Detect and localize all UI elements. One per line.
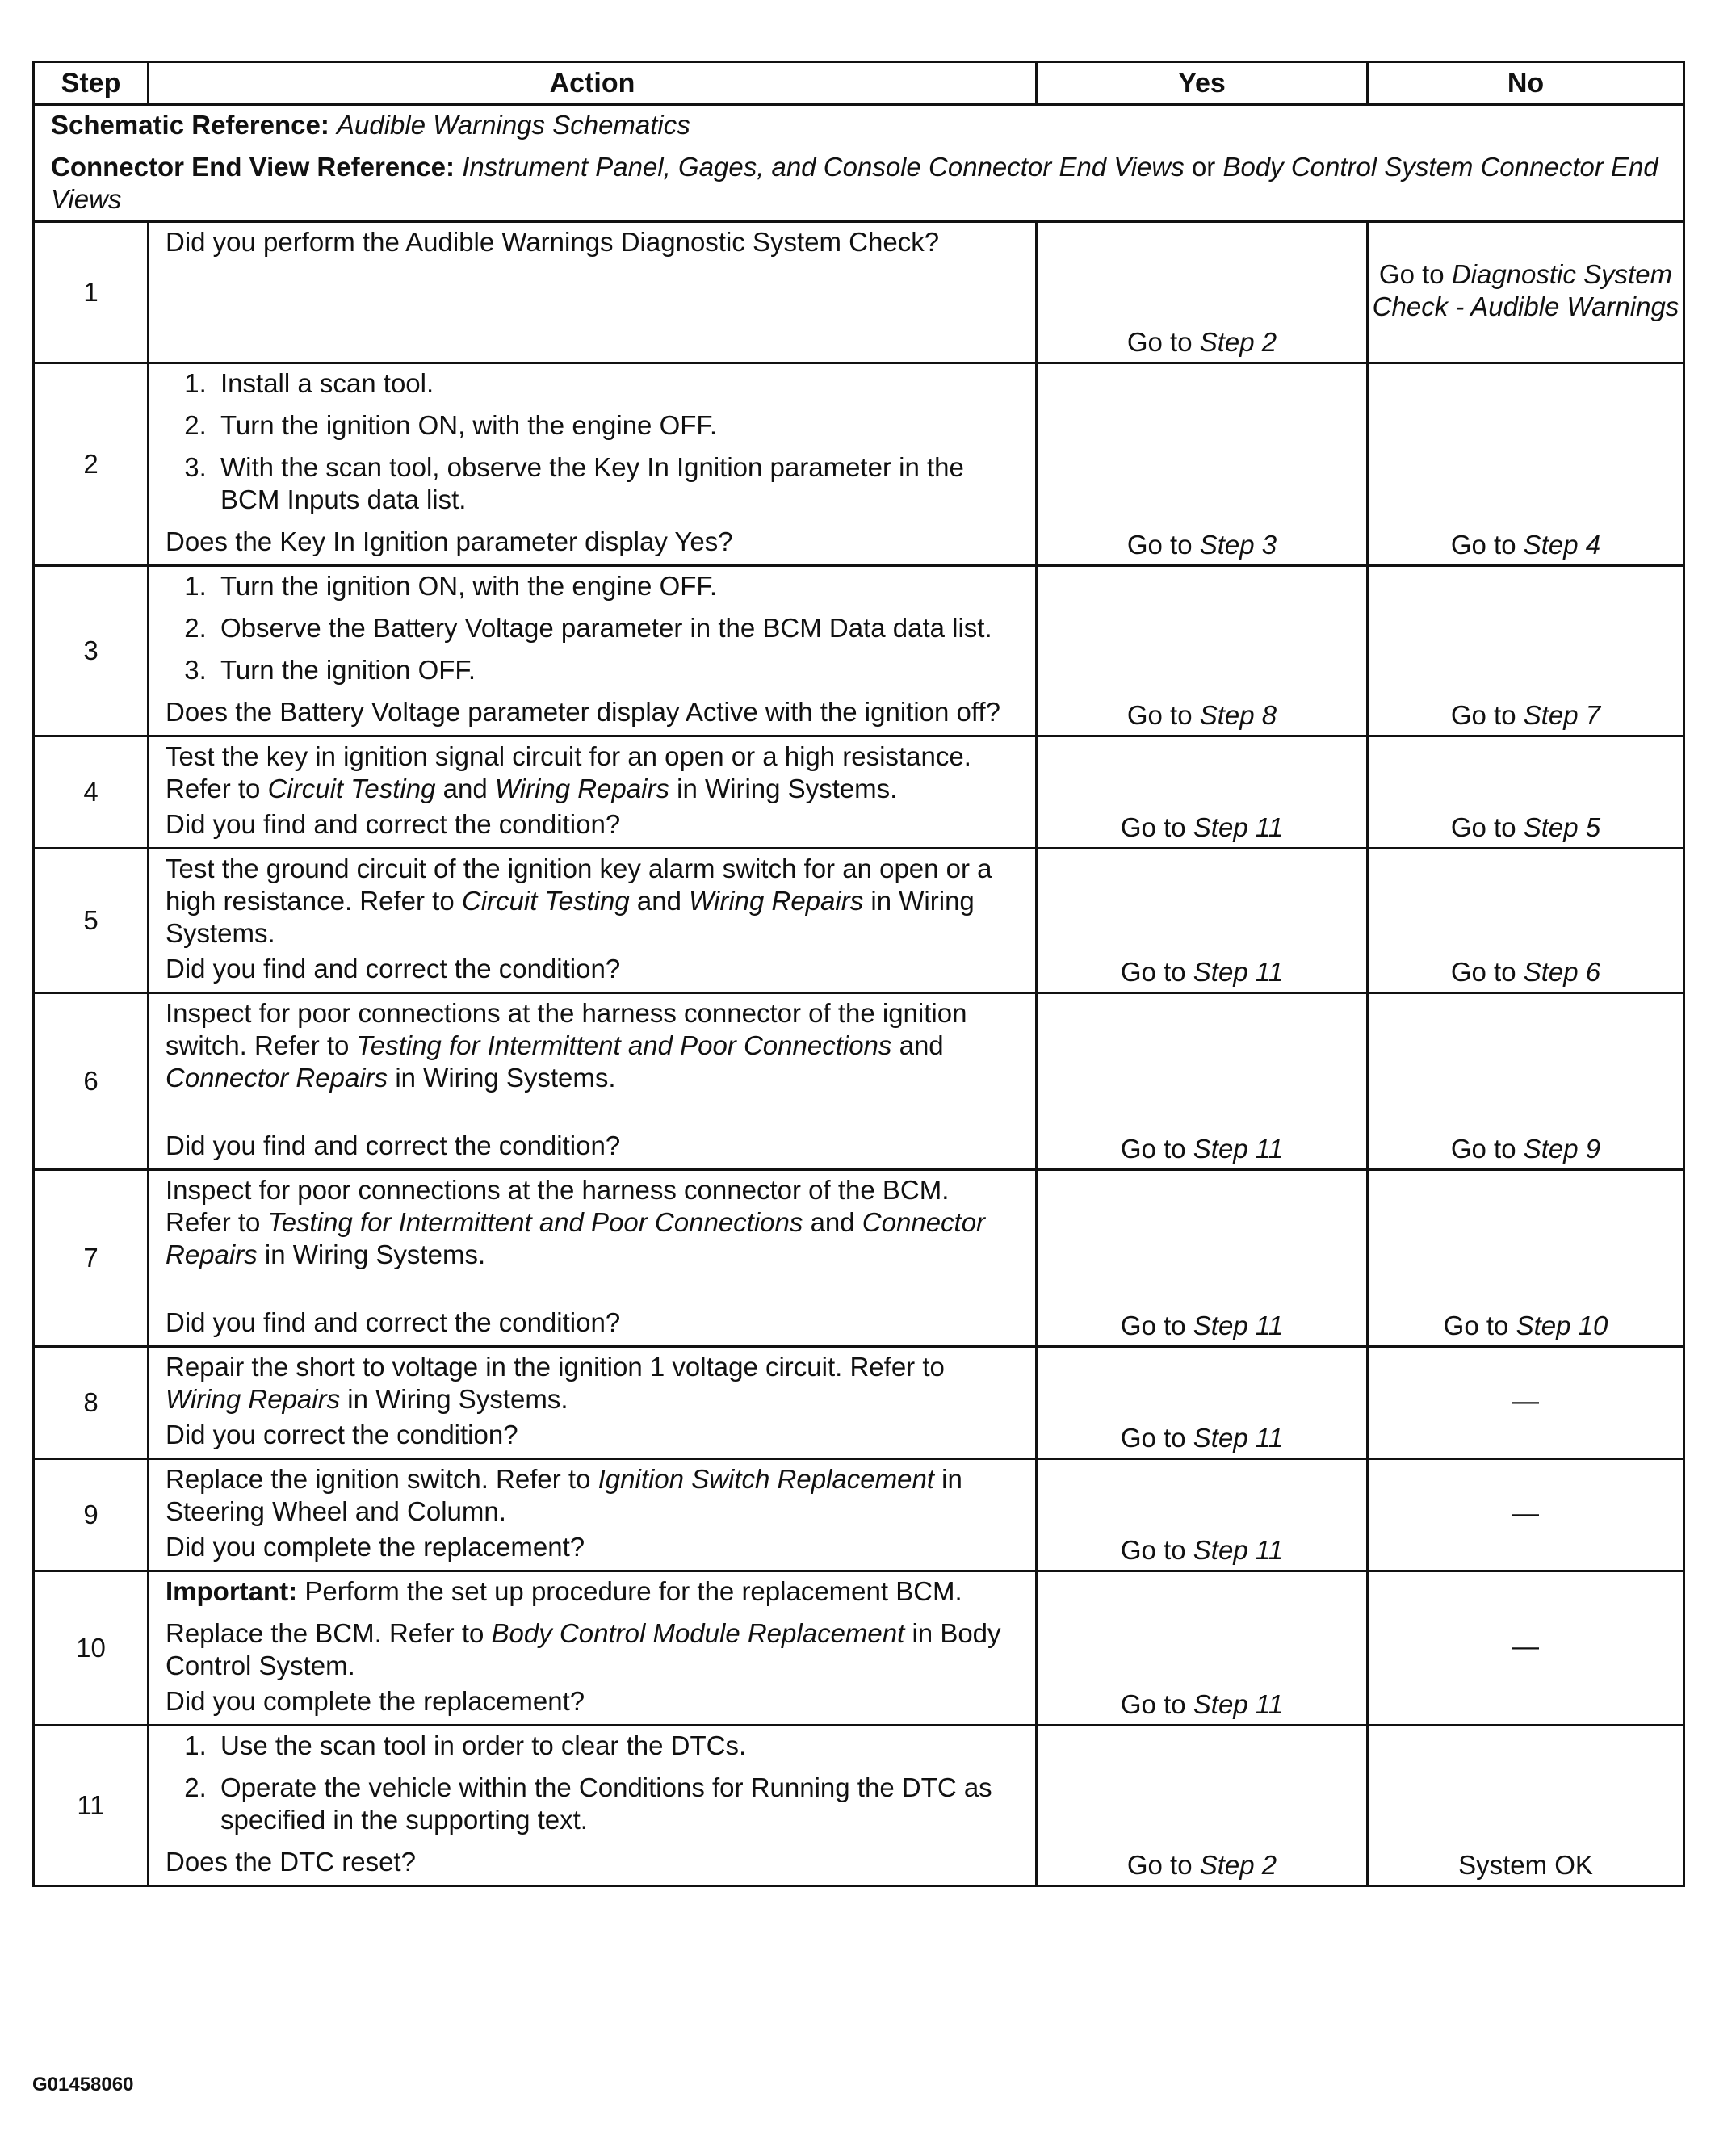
- question: Did you find and correct the condition?: [166, 1307, 621, 1337]
- instruction-text: Replace the BCM. Refer to: [166, 1618, 484, 1648]
- question: Did you complete the replacement?: [166, 1686, 585, 1716]
- question: Did you correct the condition?: [166, 1420, 518, 1449]
- question: Does the Key In Ignition parameter display Yes?: [166, 526, 733, 556]
- go-to-text: Go to: [1120, 957, 1186, 987]
- go-to-text: Go to: [1126, 327, 1193, 357]
- go-to-text: Go to: [1450, 1134, 1516, 1164]
- instruction: [166, 997, 1019, 1094]
- action-cell: [149, 849, 1037, 993]
- instruction-text: Repair the short to voltage in the ignition 1 voltage circuit. Refer to: [166, 1352, 945, 1382]
- step-row-6: [34, 993, 1684, 1170]
- step-number: 3: [34, 566, 149, 736]
- step-number: 1: [34, 222, 149, 363]
- reference-link[interactable]: Testing for Intermittent and Poor Connections: [267, 1207, 803, 1237]
- step-row-10: [34, 1571, 1684, 1726]
- instruction-text: Test the key in ignition signal circuit for an open or a high resistance. Refer to: [166, 741, 971, 803]
- no-cell: [1368, 993, 1684, 1170]
- procedure-item: 2. Operate the vehicle within the Conditions for Running the DTC as specified in the supporting text.: [214, 1772, 1019, 1836]
- procedure-item: 3. Turn the ignition OFF.: [214, 654, 1019, 686]
- question: Did you find and correct the condition?: [166, 809, 621, 839]
- go-to-text: Go to: [1120, 1311, 1186, 1340]
- instruction: [166, 740, 1019, 805]
- action-cell: [149, 993, 1037, 1170]
- schematic-reference-link[interactable]: Audible Warnings Schematics: [337, 110, 690, 140]
- go-to-text: Go to: [1120, 1423, 1186, 1453]
- yes-step-link[interactable]: Step 11: [1193, 1134, 1284, 1164]
- yes-step-link[interactable]: Step 11: [1193, 1535, 1284, 1565]
- yes-cell: [1037, 222, 1368, 363]
- step-number: 4: [34, 736, 149, 849]
- yes-cell: [1037, 566, 1368, 736]
- connector-reference-or: or: [1191, 152, 1216, 182]
- no-cell: [1368, 566, 1684, 736]
- no-step-link[interactable]: Step 7: [1523, 700, 1601, 730]
- step-row-3: [34, 566, 1684, 736]
- go-to-text: Go to: [1450, 957, 1516, 987]
- yes-step-link[interactable]: Step 11: [1193, 812, 1284, 842]
- step-number: 5: [34, 849, 149, 993]
- instruction-text: in Body Control System.: [166, 1618, 1001, 1680]
- go-to-text: Go to: [1450, 530, 1516, 560]
- action-cell: [149, 1170, 1037, 1347]
- yes-cell: [1037, 993, 1368, 1170]
- yes-cell: [1037, 1571, 1368, 1726]
- diagnostic-table: [32, 61, 1685, 1887]
- step-row-4: [34, 736, 1684, 849]
- instruction-text: in Wiring Systems.: [264, 1239, 486, 1269]
- reference-link[interactable]: Circuit Testing: [267, 774, 436, 803]
- spacer: [166, 1094, 1019, 1126]
- question: Did you complete the replacement?: [166, 1532, 585, 1562]
- instruction-text: in Wiring Systems.: [677, 774, 898, 803]
- reference-row: [34, 105, 1684, 222]
- yes-cell: [1037, 849, 1368, 993]
- instruction-text: in Wiring Systems.: [347, 1384, 568, 1414]
- reference-link[interactable]: Circuit Testing: [461, 886, 630, 916]
- go-to-text: Go to: [1126, 700, 1193, 730]
- spacer: [166, 1271, 1019, 1303]
- step-number: 7: [34, 1170, 149, 1347]
- no-cell: [1368, 736, 1684, 849]
- instruction: [166, 1174, 1019, 1271]
- reference-link[interactable]: Connector Repairs: [166, 1063, 388, 1093]
- no-cell: [1368, 1170, 1684, 1347]
- connector-reference-link-2[interactable]: Body Control System Connector End Views: [51, 152, 1658, 214]
- instruction-text: and: [636, 886, 681, 916]
- yes-cell: [1037, 363, 1368, 566]
- no-step-link[interactable]: Step 10: [1516, 1311, 1608, 1340]
- procedure-item: 1. Install a scan tool.: [214, 367, 1019, 400]
- step-row-9: [34, 1459, 1684, 1571]
- question: Does the Battery Voltage parameter display Active with the ignition off?: [166, 697, 1000, 727]
- action-cell: [149, 222, 1037, 363]
- procedure-item: 2. Observe the Battery Voltage parameter in the BCM Data data list.: [214, 612, 1019, 644]
- yes-step-link[interactable]: Step 11: [1193, 957, 1284, 987]
- step-row-1: [34, 222, 1684, 363]
- go-to-text: Go to: [1450, 700, 1516, 730]
- go-to-text: Go to: [1378, 259, 1445, 289]
- step-number: 8: [34, 1347, 149, 1459]
- connector-reference: [51, 151, 1667, 216]
- go-to-text: Go to: [1120, 1689, 1186, 1719]
- no-step-link[interactable]: Step 5: [1523, 812, 1601, 842]
- figure-id: G01458060: [32, 2074, 134, 2095]
- question: Did you find and correct the condition?: [166, 954, 621, 984]
- yes-step-link[interactable]: Step 11: [1193, 1689, 1284, 1719]
- procedure-list: [166, 570, 1019, 686]
- step-number: 10: [34, 1571, 149, 1726]
- go-to-text: Go to: [1120, 1134, 1186, 1164]
- no-cell: —: [1368, 1347, 1684, 1459]
- yes-step-link[interactable]: Step 3: [1199, 530, 1277, 560]
- no-step-link[interactable]: Step 4: [1523, 530, 1601, 560]
- procedure-item: 1. Turn the ignition ON, with the engine OFF.: [214, 570, 1019, 602]
- go-to-text: Go to: [1443, 1311, 1509, 1340]
- action-cell: [149, 1347, 1037, 1459]
- no-step-link[interactable]: Step 9: [1523, 1134, 1601, 1164]
- no-step-link[interactable]: Diagnostic System Check - Audible Warnings: [1372, 259, 1679, 321]
- connector-reference-label: Connector End View Reference:: [51, 152, 455, 182]
- instruction: [166, 1463, 1019, 1528]
- go-to-text: Go to: [1120, 1535, 1186, 1565]
- reference-link[interactable]: Connector Repairs: [166, 1207, 986, 1269]
- action-cell: [149, 363, 1037, 566]
- step-row-2: [34, 363, 1684, 566]
- no-cell: —: [1368, 1571, 1684, 1726]
- header-yes: Yes: [1037, 62, 1368, 105]
- instruction-text: Inspect for poor connections at the harness connector of the BCM. Refer to: [166, 1175, 950, 1237]
- go-to-text: Go to: [1126, 1850, 1193, 1880]
- action-cell: [149, 1459, 1037, 1571]
- yes-cell: [1037, 1170, 1368, 1347]
- reference-link[interactable]: Wiring Repairs: [166, 1384, 341, 1414]
- instruction-text: and: [442, 774, 488, 803]
- no-cell: —: [1368, 1459, 1684, 1571]
- schematic-reference: [51, 109, 1667, 141]
- instruction-text: in Wiring Systems.: [395, 1063, 616, 1093]
- no-cell: [1368, 849, 1684, 993]
- reference-link[interactable]: Ignition Switch Replacement: [598, 1464, 934, 1494]
- instruction-text: Test the ground circuit of the ignition key alarm switch for an open or a high resistance. Refer to: [166, 854, 992, 916]
- important-label: Important:: [166, 1576, 298, 1606]
- header-action: Action: [149, 62, 1037, 105]
- reference-cell: [34, 105, 1684, 222]
- action-cell: [149, 1726, 1037, 1886]
- instruction-text: Replace the ignition switch. Refer to: [166, 1464, 591, 1494]
- yes-step-link[interactable]: Step 11: [1193, 1423, 1284, 1453]
- step-row-11: [34, 1726, 1684, 1886]
- question: Did you perform the Audible Warnings Diagnostic System Check?: [166, 227, 940, 257]
- connector-reference-link-1[interactable]: Instrument Panel, Gages, and Console Connector End Views: [462, 152, 1185, 182]
- action-cell: [149, 736, 1037, 849]
- step-number: 2: [34, 363, 149, 566]
- instruction: [166, 1617, 1019, 1682]
- action-cell: [149, 1571, 1037, 1726]
- go-to-text: Go to: [1450, 812, 1516, 842]
- header-step: Step: [34, 62, 149, 105]
- procedure-item: 3. With the scan tool, observe the Key In Ignition parameter in the BCM Inputs data list.: [214, 451, 1019, 516]
- go-to-text: Go to: [1126, 530, 1193, 560]
- step-number: 11: [34, 1726, 149, 1886]
- reference-link[interactable]: Wiring Repairs: [689, 886, 864, 916]
- action-cell: [149, 566, 1037, 736]
- step-row-7: [34, 1170, 1684, 1347]
- instruction-text: in Steering Wheel and Column.: [166, 1464, 962, 1526]
- no-cell: [1368, 222, 1684, 363]
- question: Does the DTC reset?: [166, 1847, 416, 1877]
- header-row: [34, 62, 1684, 105]
- no-cell: [1368, 363, 1684, 566]
- reference-link[interactable]: Wiring Repairs: [494, 774, 669, 803]
- header-no: No: [1368, 62, 1684, 105]
- procedure-item: 1. Use the scan tool in order to clear the DTCs.: [214, 1730, 1019, 1762]
- reference-link[interactable]: Body Control Module Replacement: [491, 1618, 905, 1648]
- yes-cell: [1037, 1726, 1368, 1886]
- instruction-text: and: [810, 1207, 855, 1237]
- step-number: 6: [34, 993, 149, 1170]
- step-row-5: [34, 849, 1684, 993]
- procedure-list: [166, 367, 1019, 516]
- yes-cell: [1037, 736, 1368, 849]
- no-cell: System OK: [1368, 1726, 1684, 1886]
- procedure-list: [166, 1730, 1019, 1836]
- procedure-item: 2. Turn the ignition ON, with the engine OFF.: [214, 409, 1019, 442]
- yes-cell: [1037, 1347, 1368, 1459]
- instruction: [166, 1351, 1019, 1416]
- instruction: [166, 853, 1019, 950]
- go-to-text: Go to: [1120, 812, 1186, 842]
- step-row-8: [34, 1347, 1684, 1459]
- instruction-text: in Wiring Systems.: [166, 886, 975, 948]
- yes-step-link[interactable]: Step 2: [1199, 327, 1277, 357]
- important-note: [166, 1575, 1019, 1608]
- instruction-text: Inspect for poor connections at the harness connector of the ignition switch. Refer to: [166, 998, 967, 1060]
- no-step-link[interactable]: Step 6: [1523, 957, 1601, 987]
- schematic-reference-label: Schematic Reference:: [51, 110, 329, 140]
- instruction-text: and: [899, 1030, 944, 1060]
- question: Did you find and correct the condition?: [166, 1130, 621, 1160]
- important-text: Perform the set up procedure for the replacement BCM.: [304, 1576, 962, 1606]
- yes-step-link[interactable]: Step 8: [1199, 700, 1277, 730]
- step-number: 9: [34, 1459, 149, 1571]
- reference-link[interactable]: Testing for Intermittent and Poor Connections: [356, 1030, 892, 1060]
- yes-cell: [1037, 1459, 1368, 1571]
- yes-step-link[interactable]: Step 2: [1199, 1850, 1277, 1880]
- yes-step-link[interactable]: Step 11: [1193, 1311, 1284, 1340]
